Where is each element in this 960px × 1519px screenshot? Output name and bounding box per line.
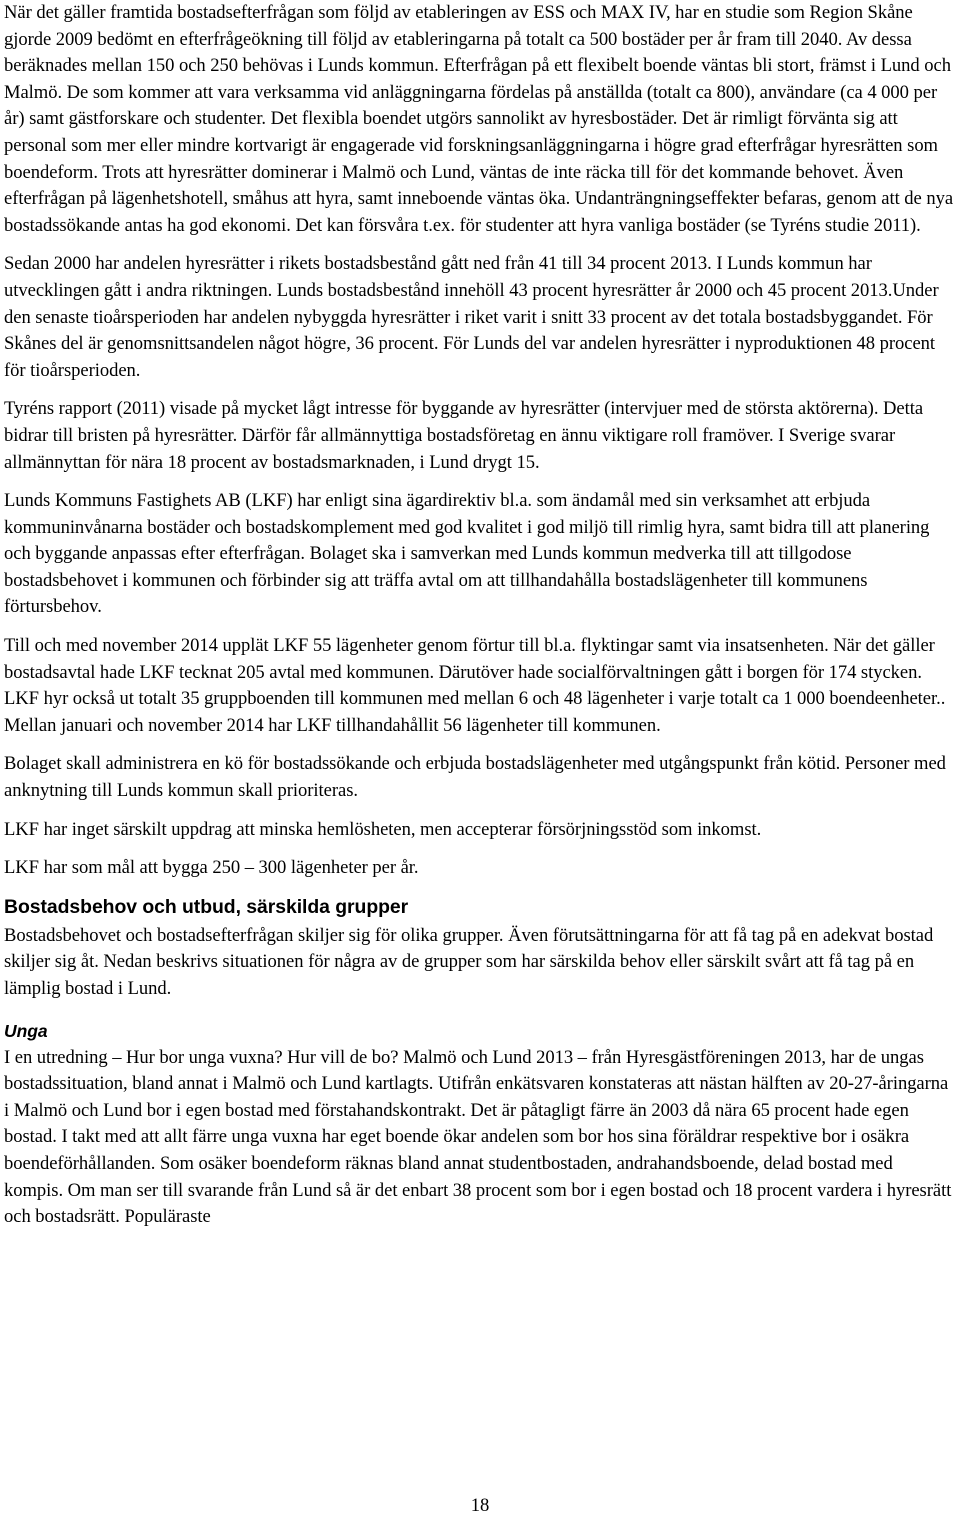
paragraph-housing-queue: Bolaget skall administrera en kö för bostadssökande och erbjuda bostadslägenheter med utgångspunkt från kötid. Personer med anknytning till Lunds kommun skall prioriteras.	[4, 753, 946, 802]
page-number: 18	[470, 1495, 490, 1516]
subsection-heading-unga: Unga	[4, 1020, 48, 1041]
document-body	[4, 0, 956, 1243]
section-heading: Bostadsbehov och utbud, särskilda grupper	[4, 895, 409, 918]
paragraph-tyrens-report: Tyréns rapport (2011) visade på mycket lågt intresse för byggande av hyresrätter (intervjuer med de största aktörerna). Detta bidrar till bristen på hyresrätter. Därför får allmännyttiga bostadsföretag en ännu viktigare roll framöver. I Sverige svarar allmännyttan för nära 18 procent av bostadsmarknaden, i Lund drygt 15.	[4, 398, 924, 473]
paragraph-young-adults: I en utredning – Hur bor unga vuxna? Hur vill de bo? Malmö och Lund 2013 – från Hyresgästföreningen 2013, har de ungas bostadssituation, bland annat i Malmö och Lund kartlagts. Utifrån enkätsvaren konstateras att nästan hälften av 20-27-åringarna i Malmö och Lund bor i egen bostad med förstahandskontrakt. Det är påtagligt färre än 2003 då nära 65 procent hade egen bostad. I takt med att allt färre unga vuxna har eget boende ökar andelen som bor hos sina föräldrar respektive bor i osäkra boendeförhållanden. Som osäker boendeform räknas bland annat studentbostaden, andrahandsboende, delad bostad med kompis. Om man ser till svarande från Lund så är det enbart 38 procent som bor i egen bostad och 18 procent vardera i hyresrätt och bostadsrätt. Populäraste	[4, 1046, 952, 1228]
paragraph-lkf-priority-lettings: Till och med november 2014 upplät LKF 55 lägenheter genom förtur till bl.a. flyktingar samt via insatsenheten. När det gäller bostadsavtal hade LKF tecknat 205 avtal med kommunen. Därutöver hade socialförvaltningen gått i borgen för 174 stycken. LKF hyr också ut totalt 35 gruppboenden till kommunen med mellan 6 och 48 lägenheter i varje totalt ca 1 000 boendeenheter.. Mellan januari och november 2014 har LKF tillhandahållit 56 lägenheter till kommunen.	[4, 635, 946, 736]
paragraph-ess-max-iv-demand: När det gäller framtida bostadsefterfrågan som följd av etableringen av ESS och MAX IV, har en studie som Region Skåne gjorde 2009 bedömt en efterfrågeökning till följd av etableringarna på totalt ca 500 bostäder per år fram till 2040. Av dessa beräknades mellan 150 och 250 behövas i Lunds kommun. Efterfrågan på ett flexibelt boende väntas bli stort, främst i Lund och Malmö. De som kommer att vara verksamma vid anläggningarna fördelas på anställda (totalt ca 800), användare (ca 4 000 per år) samt gästforskare och studenter. Det flexibla boendet utgörs sannolikt av hyresbostäder. Det är rimligt förvänta sig att personal som mer eller mindre kortvarigt är engagerade vid forskningsanläggningarna i högre grad efterfrågar hyresrätten som boendeform. Trots att hyresrätter dominerar i Malmö och Lund, väntas de inte räcka till för det kommande behovet. Även efterfrågan på lägenhetshotell, småhus att hyra, samt inneboende väntas öka. Undanträngningseffekter befaras, genom att de nya bostadssökande antas ha god ekonomi. Det kan försvåra t.ex. för studenter att hyra vanliga bostäder (se Tyréns studie 2011).	[4, 2, 954, 236]
paragraph-lkf-directives: Lunds Kommuns Fastighets AB (LKF) har enligt sina ägardirektiv bl.a. som ändamål med sin verksamhet att erbjuda kommuninvånarna bostäder och bostadskomplement med god kvalitet i god miljö till rimlig hyra, samt bidra till att planering och byggande anpassas efter efterfrågan. Bolaget ska i samverkan med Lunds kommun medverka till att tillgodose bostadsbehovet i kommunen och förbinder sig att träffa avtal om att tillhandahålla bostadslägenheter till kommunens förtursbehov.	[4, 490, 930, 618]
paragraph-special-groups-intro: Bostadsbehovet och bostadsefterfrågan skiljer sig för olika grupper. Även förutsättningarna för att få tag på en adekvat bostad skiljer sig åt. Nedan beskrivs situationen för några av de grupper som har särskilda behov eller särskilt svårt att få tag på en lämplig bostad i Lund.	[4, 924, 934, 999]
paragraph-build-target: LKF har som mål att bygga 250 – 300 lägenheter per år.	[4, 857, 419, 879]
paragraph-rental-share: Sedan 2000 har andelen hyresrätter i rikets bostadsbestånd gått ned från 41 till 34 procent 2013. I Lunds kommun har utvecklingen gått i andra riktningen. Lunds bostadsbestånd innehöll 43 procent hyresrätter år 2000 och 45 procent 2013.Under den senaste tioårsperioden har andelen nybyggda hyresrätter i riket varit i snitt 33 procent av det totala bostadsbyggandet. För Skånes del är genomsnittsandelen något högre, 36 procent. För Lunds del var andelen hyresrätter i nyproduktionen 48 procent för tioårsperioden.	[4, 253, 939, 381]
paragraph-homelessness: LKF har inget särskilt uppdrag att minska hemlösheten, men accepterar försörjningsstöd som inkomst.	[4, 818, 762, 840]
